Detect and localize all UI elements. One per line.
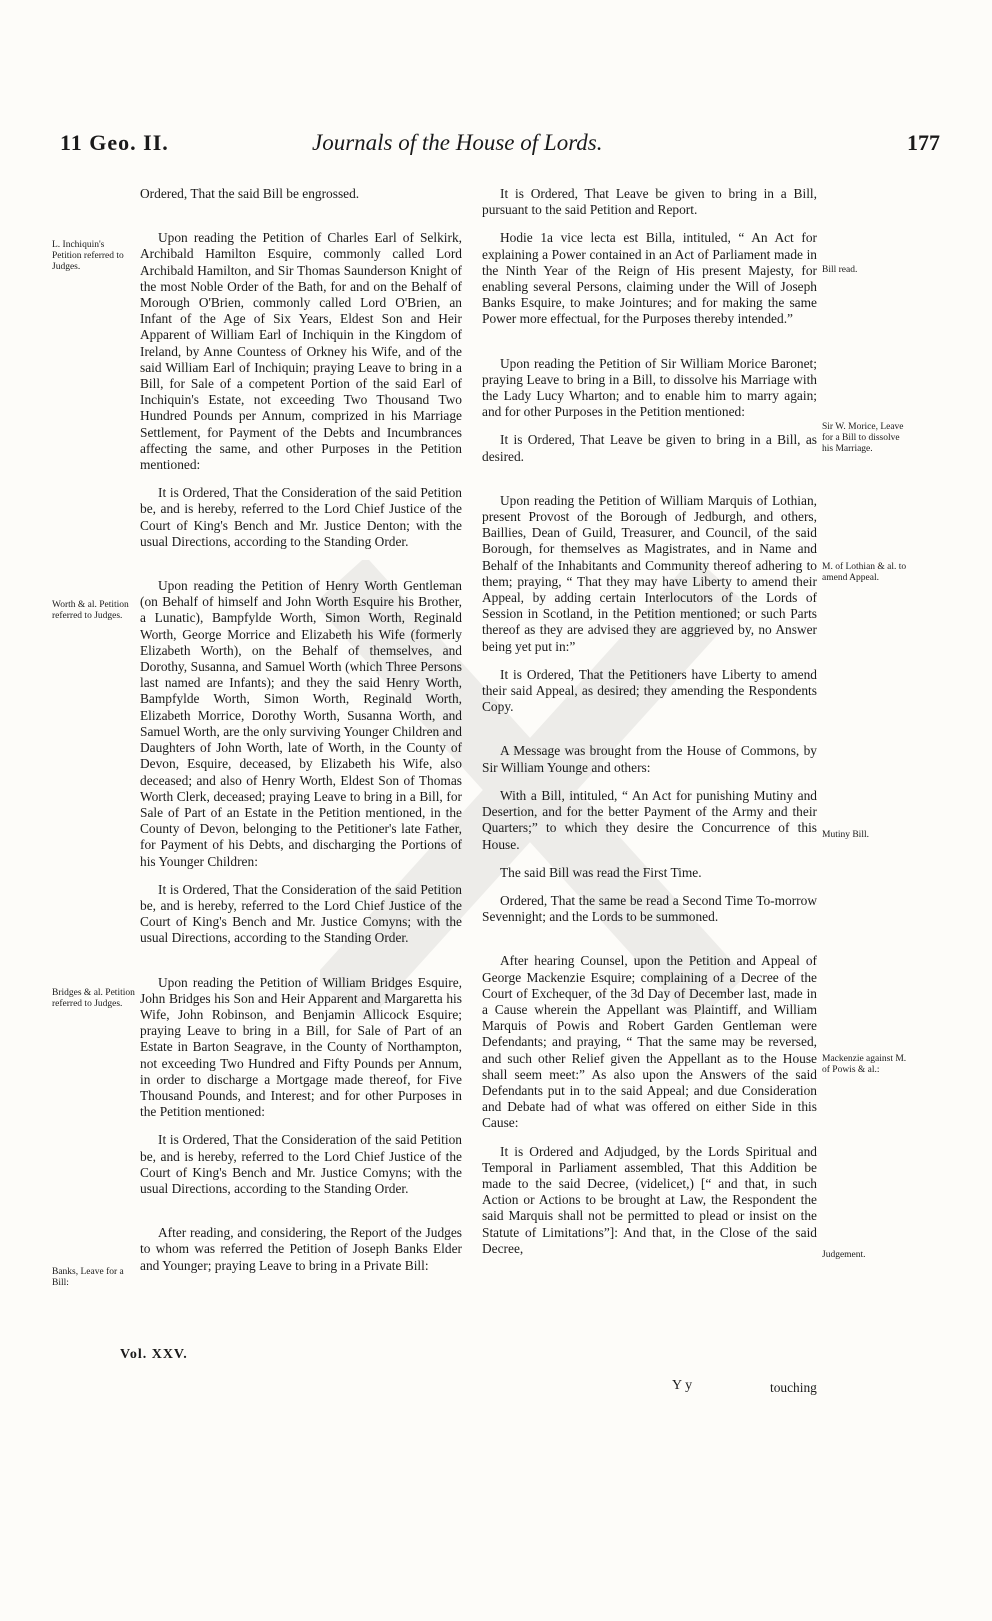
page-header	[60, 130, 940, 166]
left-column	[140, 186, 462, 1286]
paragraph: It is Ordered, That the Petitioners have Liberty to amend their said Appeal, as desired; they amending the Respondents Copy.	[482, 666, 817, 715]
paragraph: It is Ordered, That Leave be given to bring in a Bill, as desired.	[482, 432, 817, 464]
margin-note-banks: Banks, Leave for a Bill:	[52, 1267, 124, 1288]
paragraph: The said Bill was read the First Time.	[500, 864, 702, 880]
paragraph: After hearing Counsel, upon the Petition and Appeal of George Mackenzie Esquire; complaining of a Decree of the Court of Exchequer, of the 3d Day of December last, made in a Cause wherein the Appellant was Plaintiff, and William Marquis of Powis and Robert Garden Gentleman were Defendants; and praying, “ That the same may be reversed, and such other Relief given the Appellant as to the House shall seem meet:” As also upon the Answers of the said Defendants put in to the said Appeal; and due Consideration and Debate had of what was offered on either Side in this Cause:	[482, 953, 817, 1131]
page-number: 177	[907, 130, 940, 155]
paragraph: Ordered, That the same be read a Second Time To-morrow Sevennight; and the Lords to be summoned.	[482, 892, 817, 925]
margin-note-worth: Worth & al. Petition referred to Judges.	[52, 600, 129, 621]
signature-mark: Y y	[672, 1378, 693, 1393]
margin-note-lothian: M. of Lothian & al. to amend Appeal.	[822, 562, 907, 583]
paragraph: It is Ordered, That the Consideration of the said Petition be, and is hereby, referred to the Lord Chief Justice of the Court of King's Bench and Mr. Justice Comyns; with the usual Directions, according to the Standing Order.	[140, 881, 462, 946]
margin-note-inchiquin: L. Inchiquin's Petition referred to Judges.	[52, 240, 124, 272]
paragraph: A Message was brought from the House of Commons, by Sir William Younge and others:	[482, 743, 817, 775]
journal-title: Journals of the House of Lords.	[312, 130, 603, 155]
margin-note-judgement: Judgement.	[822, 1250, 866, 1260]
right-column	[482, 186, 817, 1269]
paragraph: It is Ordered, That Leave be given to bring in a Bill, pursuant to the said Petition and Report.	[482, 186, 817, 218]
margin-note-mackenzie: Mackenzie against M. of Powis & al.:	[822, 1054, 907, 1075]
margin-note-bridges: Bridges & al. Petition referred to Judges.	[52, 988, 135, 1009]
paragraph: Upon reading the Petition of Charles Earl of Selkirk, Archibald Hamilton Esquire, commonly called Lord Archibald Hamilton, and Sir Thomas Saunderson Knight of the most Noble Order of the Bath, for and on the Behalf of Morough O'Brien, commonly called Lord O'Brien, an Infant of the Age of Six Years, Eldest Son and Heir Apparent of William Earl of Inchiquin in the Kingdom of Ireland, by Anne Countess of Orkney his Wife, and of the said William Earl of Inchiquin; praying Leave to bring in a Bill, for Sale of a competent Portion of the said Earl of Inchiquin's Estate, not exceeding Two Thousand Two Hundred Pounds per Annum, comprized in his Marriage Settlement, for Payment of the Debts and Incumbrances affecting the same, and other Purposes in the Petition mentioned:	[140, 230, 462, 473]
paragraph: Hodie 1a vice lecta est Billa, intituled, “ An Act for explaining a Power contained in an Act of Parliament made in the Ninth Year of the Reign of His present Majesty, for enabling several Persons, claiming under the Will of Joseph Banks Esquire, to make Jointures; and for making the same Power more effectual, for the Purposes thereby intended.”	[482, 230, 817, 327]
paragraph: Upon reading the Petition of Henry Worth Gentleman (on Behalf of himself and John Worth Esquire his Brother, a Lunatic), Bampfylde Worth, Simon Worth, Reginald Worth, George Morrice and Elizabeth his Wife (formerly Elizabeth Worth), on the Behalf of themselves, and Dorothy, Susanna, and Samuel Worth (which Three Persons last named are Infants); and they the said Henry Worth, Bampfylde Worth, Simon Worth, Reginald Worth, Elizabeth Morrice, Dorothy Worth, Susanna Worth, and Samuel Worth, are the only surviving Younger Children and Daughters of John Worth, late of Worth, in the County of Devon, Esquire, deceased, by Elizabeth his Wife, also deceased; and also of Henry Worth, Eldest Son of Thomas Worth Clerk, deceased; praying Leave to bring in a Bill, for Sale of Part of an Estate in the Petition mentioned, in the County of Devon, belonging to the Petitioner's late Father, for Payment of his Debts, and discharging the Portions of his Younger Children:	[140, 578, 462, 869]
catchword: touching	[770, 1380, 817, 1395]
paragraph: Upon reading the Petition of Sir William Morice Baronet; praying Leave to bring in a Bill, to dissolve his Marriage with the Lady Lucy Wharton; and to enable him to marry again; and for other Purposes in the Petition mentioned:	[482, 355, 817, 420]
paragraph: Upon reading the Petition of William Bridges Esquire, John Bridges his Son and Heir Apparent and Margaretta his Wife, John Robinson, and Benjamin Allicock Esquire; praying Leave to bring in a Bill, for Sale of Part of an Estate in Barton Seagrave, in the County of Northampton, not exceeding Two Hundred and Fifty Pounds per Annum, in order to discharge a Mortgage made thereof, for Five Thousand Pounds, and Interest; and for other Purposes in the Petition mentioned:	[140, 974, 462, 1120]
regnal-year: 11 Geo. II.	[60, 130, 169, 155]
volume-label: Vol. XXV.	[120, 1347, 188, 1362]
margin-note-morice: Sir W. Morice, Leave for a Bill to dissolve his Marriage.	[822, 422, 904, 454]
paragraph: It is Ordered and Adjudged, by the Lords Spiritual and Temporal in Parliament assembled, That this Addition be made to the said Decree, (videlicet,) [“ and that, in such Action or Actions to be brought at Law, the Respondent the said Marquis shall not be permitted to plead or insist on the Statute of Limitations”]: And that, in the Close of the said Decree,	[482, 1143, 817, 1256]
margin-note-mutiny-bill: Mutiny Bill.	[822, 830, 869, 840]
paragraph: Ordered, That the said Bill be engrossed.	[140, 186, 360, 201]
paragraph: It is Ordered, That the Consideration of the said Petition be, and is hereby, referred to the Lord Chief Justice of the Court of King's Bench and Mr. Justice Comyns; with the usual Directions, according to the Standing Order.	[140, 1132, 462, 1196]
paragraph: With a Bill, intituled, “ An Act for punishing Mutiny and Desertion, and for the better Payment of the Army and their Quarters;” to which they desire the Concurrence of this House.	[482, 787, 817, 852]
paragraph: It is Ordered, That the Consideration of the said Petition be, and is hereby, referred to the Lord Chief Justice of the Court of King's Bench and Mr. Justice Denton; with the usual Directions, according to the Standing Order.	[140, 485, 462, 549]
margin-note-bill-read: Bill read.	[822, 265, 858, 275]
paragraph: After reading, and considering, the Report of the Judges to whom was referred the Petition of Joseph Banks Elder and Younger; praying Leave to bring in a Private Bill:	[140, 1225, 462, 1273]
paragraph: Upon reading the Petition of William Marquis of Lothian, present Provost of the Borough of Jedburgh, and others, Baillies, Dean of Guild, Treasurer, and Council, of the said Borough, for themselves as Magistrates, and in Name and Behalf of the Inhabitants and Community thereof adhering to them; praying, “ That they may have Liberty to amend their Appeal, by adding certain Interlocutors of the Lords of Session in Scotland, in the Petition mentioned; or such Parts thereof as they are advised they are aggrieved by, no Answer being yet put in:”	[482, 492, 817, 654]
